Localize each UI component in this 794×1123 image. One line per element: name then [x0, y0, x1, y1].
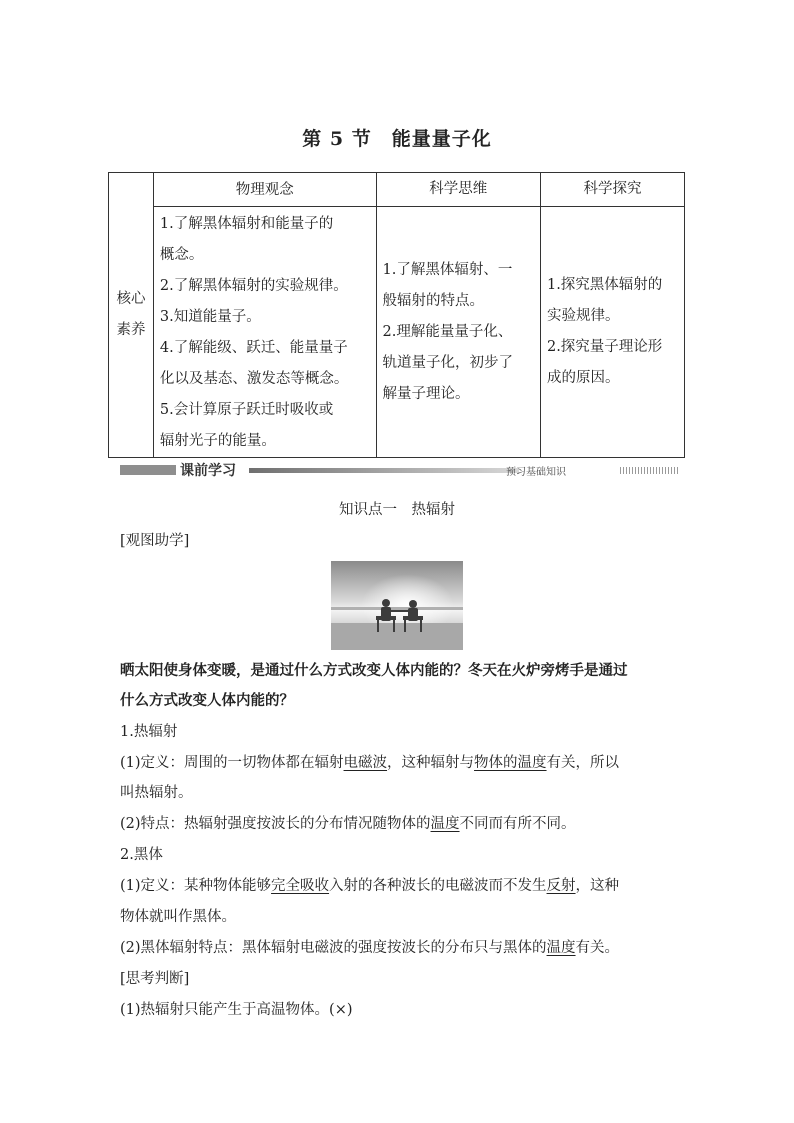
cell-line: 1.了解黑体辐射、一 [382, 261, 513, 278]
text-run: 不同而有所不同。 [459, 816, 576, 832]
section-think-label: [思考判断] [120, 971, 190, 987]
definition-thermal-radiation-line-2: 叫热辐射。 [120, 785, 193, 801]
table-header-row [109, 173, 685, 207]
cell-line: 4.了解能级、跃迁、能量量子 [159, 340, 348, 356]
banner-bar-middle [249, 468, 519, 473]
banner-label: 课前学习 [180, 463, 236, 479]
text-run: (2)黑体辐射特点：黑体辐射电磁波的强度按波长的分布只与黑体的 [120, 940, 547, 956]
heading-thermal-radiation: 1.热辐射 [120, 724, 178, 740]
answer-reflection: 反射 [546, 878, 576, 894]
cell-line: 解量子理论。 [382, 385, 470, 402]
definition-black-body [120, 874, 680, 898]
text-run: 有关，所以 [546, 755, 620, 771]
header-physics-concept: 物理观念 [153, 173, 376, 207]
section-banner [120, 463, 680, 477]
table-body-row [109, 207, 685, 458]
text-run: (1)定义：周围的一切物体都在辐射 [120, 755, 344, 771]
side-label-cell [109, 173, 154, 458]
header-scientific-inquiry: 科学探究 [540, 173, 684, 207]
cell-line: 2.理解能量量子化、 [382, 323, 513, 340]
text-run: 有关。 [575, 940, 620, 956]
cell-line: 1.了解黑体辐射和能量子的 [159, 216, 334, 232]
side-label-line-1: 核心 [116, 291, 146, 307]
banner-bar-left [120, 465, 176, 475]
answer-temperature: 温度 [430, 816, 460, 832]
text-run: ，这种 [575, 878, 620, 894]
question-line-2: 什么方式改变人体内能的？ [120, 692, 294, 709]
definition-thermal-radiation [120, 751, 680, 775]
scientific-thinking-cell [376, 207, 540, 458]
text-run: (2)特点：热辐射强度按波长的分布情况随物体的 [120, 816, 431, 832]
side-label-line-2: 素养 [116, 322, 146, 338]
feature-black-body [120, 936, 680, 960]
cell-line: 实验规律。 [546, 308, 620, 324]
answer-electromagnetic-wave: 电磁波 [343, 755, 388, 771]
text-run: ，这种辐射与 [387, 755, 475, 771]
cell-line: 2.探究量子理论形 [546, 339, 663, 355]
cell-line: 轨道量子化，初步了 [382, 354, 514, 371]
header-scientific-thinking: 科学思维 [376, 173, 540, 207]
cell-line: 1.探究黑体辐射的 [546, 277, 663, 293]
page-title: 第 5 节 能量量子化 [302, 128, 492, 150]
cell-line: 般辐射的特点。 [382, 292, 485, 309]
question-line-1: 晒太阳使身体变暖，是通过什么方式改变人体内能的？冬天在火炉旁烤手是通过 [120, 662, 628, 679]
section-look-label: [观图助学] [120, 533, 190, 549]
feature-thermal-radiation [120, 812, 680, 836]
knowledge-point-heading: 知识点一 热辐射 [339, 502, 455, 518]
cell-line: 化以及基态、激发态等概念。 [159, 371, 349, 387]
cell-line: 2.了解黑体辐射的实验规律。 [159, 278, 348, 294]
judgement-item-1: (1)热辐射只能产生于高温物体。(×) [120, 1002, 353, 1018]
beach-photo-image [331, 561, 463, 650]
cell-line: 成的原因。 [546, 370, 620, 386]
answer-object-temperature: 物体的温度 [474, 755, 547, 771]
cell-line: 概念。 [159, 247, 204, 263]
banner-stripes [620, 467, 680, 474]
definition-black-body-line-2: 物体就叫作黑体。 [120, 909, 236, 925]
cell-line: 辐射光子的能量。 [159, 433, 276, 449]
cell-line: 3.知道能量子。 [159, 309, 261, 325]
answer-fully-absorb: 完全吸收 [271, 878, 330, 894]
cell-line: 5.会计算原子跃迁时吸收或 [159, 402, 334, 418]
heading-black-body: 2.黑体 [120, 847, 163, 863]
beach-sunset-photo [331, 561, 463, 650]
text-run: 入射的各种波长的电磁波而不发生 [329, 878, 547, 894]
core-literacy-table [108, 172, 685, 458]
text-run: (1)定义：某种物体能够 [120, 878, 272, 894]
scientific-inquiry-cell [540, 207, 684, 458]
banner-sublabel: 预习基础知识 [506, 467, 566, 478]
answer-temperature-2: 温度 [546, 940, 576, 956]
physics-concept-cell [153, 207, 376, 458]
